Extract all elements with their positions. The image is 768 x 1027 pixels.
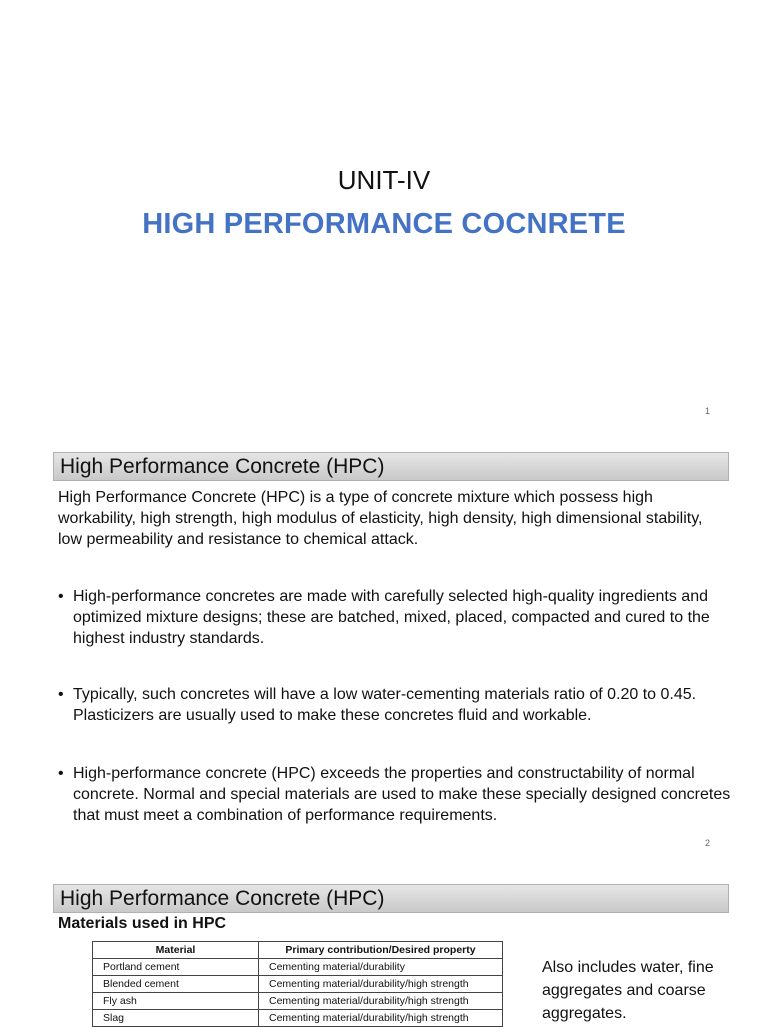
bullet-text: High-performance concrete (HPC) exceeds the properties and constructability of normal concrete. Normal and special materials are used to make these specially designed concretes that must meet a combination of performance requirements. bbox=[73, 765, 731, 824]
bullet-text: Typically, such concretes will have a low water-cementing materials ratio of 0.20 to 0.45. Plasticizers are usually used to make these concretes fluid and workable. bbox=[73, 686, 697, 724]
table-row bbox=[93, 976, 503, 993]
slide-title-bar: High Performance Concrete (HPC) bbox=[53, 452, 729, 481]
materials-table bbox=[92, 941, 503, 1027]
slide-1 bbox=[0, 0, 768, 430]
materials-heading: Materials used in HPC bbox=[58, 915, 227, 932]
bullet-icon: • bbox=[58, 686, 64, 703]
bullet-item bbox=[58, 763, 733, 826]
table-row bbox=[93, 993, 503, 1010]
table-cell: Cementing material/durability bbox=[259, 959, 503, 976]
bullet-icon: • bbox=[58, 765, 64, 782]
table-header-cell: Primary contribution/Desired property bbox=[259, 942, 503, 959]
table-cell: Blended cement bbox=[93, 976, 259, 993]
table-cell: Cementing material/durability/high strength bbox=[259, 1010, 503, 1027]
table-cell: Cementing material/durability/high strength bbox=[259, 976, 503, 993]
slide-3 bbox=[0, 858, 768, 1024]
bullet-item bbox=[58, 684, 733, 726]
slide-subtitle: HIGH PERFORMANCE COCNRETE bbox=[142, 208, 626, 240]
table-cell: Cementing material/durability/high strength bbox=[259, 993, 503, 1010]
intro-paragraph: High Performance Concrete (HPC) is a type of concrete mixture which possess high workability, high strength, high modulus of elasticity, high density, high dimensional stability, low permeability and resistance to chemical attack. bbox=[58, 489, 703, 548]
page-number: 1 bbox=[704, 406, 710, 416]
also-includes-text: Also includes water, fine aggregates and coarse aggregates. bbox=[542, 959, 714, 1022]
table-row bbox=[93, 959, 503, 976]
table-cell: Slag bbox=[93, 1010, 259, 1027]
page-number: 2 bbox=[704, 838, 710, 848]
bullet-text: High-performance concretes are made with carefully selected high-quality ingredients and optimized mixture designs; these are batched, mixed, placed, compacted and cured to the highest industry standards. bbox=[73, 588, 710, 647]
table-cell: Portland cement bbox=[93, 959, 259, 976]
bullet-icon: • bbox=[58, 588, 64, 605]
table-cell: Fly ash bbox=[93, 993, 259, 1010]
bullet-item bbox=[58, 586, 733, 649]
table-header-cell: Material bbox=[93, 942, 259, 959]
unit-title: UNIT-IV bbox=[337, 165, 431, 195]
slide-title-bar: High Performance Concrete (HPC) bbox=[53, 884, 729, 913]
table-header-row bbox=[93, 942, 503, 959]
slide-2 bbox=[0, 432, 768, 856]
